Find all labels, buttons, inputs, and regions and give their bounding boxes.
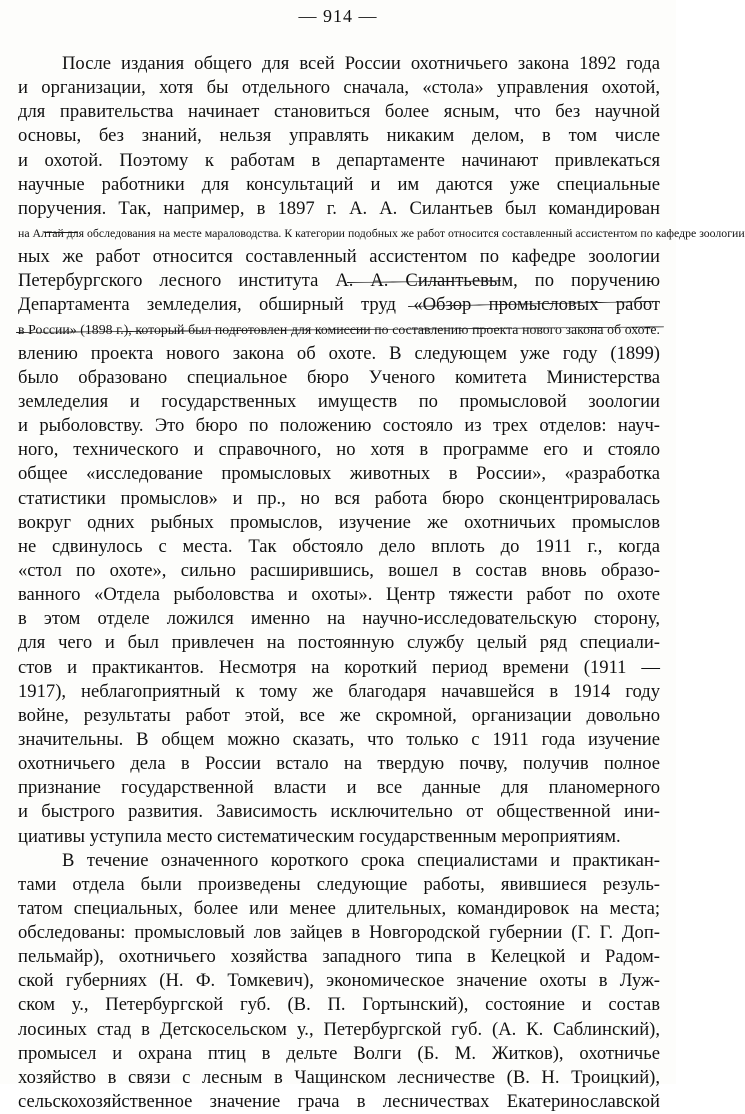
text-line: на Алтай для обследования на месте мараловодства. К категории подобных же работ относится составленный ассистентом по кафедре зоологии	[18, 225, 745, 240]
text-line: статистики промыслов» и пр., но вся работа бюро сконцентрировалась	[18, 487, 660, 509]
text-line: вокруг одних рыбных промыслов, изучение же охотничьих промыслов	[18, 511, 660, 533]
text-line: пельмайр), охотничьего хозяйства западного типа в Келецкой и Радом-	[18, 946, 660, 968]
text-line: охотничьего дела в России встало на твердую почву, получив полное	[18, 753, 660, 775]
text-line: в России» (1898 г.), который был подготовлен для комиссии по составлению проекта нового закона об охоте.	[18, 321, 660, 337]
text-line: не сдвинулось с места. Так обстояло дело вплоть до 1911 г., когда	[18, 535, 660, 557]
text-line: и организации, хотя бы отдельного сначала, «стола» управления охотой,	[18, 77, 660, 99]
text-line: ской губерниях (Н. Ф. Томкевич), экономическое значение охоты в Луж-	[18, 970, 660, 992]
text-line: циативы уступила место систематическим государственным мероприятиям.	[18, 825, 621, 847]
text-line: ванного «Отдела рыболовства и охоты». Центр тяжести работ по охоте	[18, 584, 660, 606]
text-line: научные работники для консультаций и им даются уже специальные	[18, 173, 660, 195]
text-line: В течение означенного короткого срока специалистами и практикан-	[62, 849, 660, 871]
text-line: Департамента земледелия, обширный труд «Обзор промысловых работ	[18, 294, 660, 316]
text-line: 1917), неблагоприятный к тому же благодаря начавшейся в 1914 году	[18, 680, 660, 702]
text-line: в этом отделе ложился именно на научно-исследовательскую сторону,	[18, 608, 660, 630]
text-line: и охотой. Поэтому к работам в департаменте начинают привлекаться	[18, 149, 660, 171]
text-line: войне, результаты работ этой, все же скромной, организации довольно	[18, 704, 660, 726]
text-line: тами отдела были произведены следующие работы, явившиеся резуль-	[18, 873, 660, 895]
text-line: стов и практикантов. Несмотря на короткий период времени (1911 —	[18, 656, 660, 678]
text-line: промысел и охрана птиц в дельте Волги (Б. М. Житков), охотничье	[18, 1042, 660, 1064]
text-line: После издания общего для всей России охотничьего закона 1892 года	[62, 53, 660, 74]
text-line: ного, технического и справочного, но хотя в программе его и стояло	[18, 439, 660, 461]
text-line: и рыболовству. Это бюро по положению состояло из трех отделов: науч-	[18, 415, 660, 437]
text-line: ных же работ относится составленный ассистентом по кафедре зоологии	[18, 246, 660, 268]
text-line: обследованы: промысловый лов зайцев в Новгородской губернии (Г. Г. Доп-	[18, 922, 660, 944]
text-line: ском у., Петербургской губ. (В. П. Гортынский), состояние и состав	[18, 994, 660, 1016]
text-line: значительны. В общем можно сказать, что только с 1911 года изучение	[18, 728, 660, 750]
text-line: было образовано специальное бюро Ученого комитета Министерства	[18, 366, 660, 388]
pencil-underline-altai	[44, 232, 78, 233]
text-line: Петербургского лесного института А. А. Силантьевым, по поручению	[18, 270, 660, 292]
text-line: для правительства начинает становиться более ясным, что без научной	[18, 101, 660, 123]
body-text	[18, 52, 745, 1114]
text-line: и быстрого развития. Зависимость исключительно от общественной ини-	[18, 801, 660, 823]
text-line: общее «исследование промысловых животных в России», «разработка	[18, 463, 660, 485]
text-line: влению проекта нового закона об охоте. В следующем уже году (1899)	[18, 342, 660, 364]
text-line: лосиных стад в Детскосельском у., Петербургской губ. (А. К. Саблинский),	[18, 1018, 660, 1040]
text-line: татом специальных, более или менее длительных, командировок на места;	[18, 897, 660, 919]
text-line: для чего и был привлечен на постоянную службу целый ряд специали-	[18, 632, 660, 654]
page-number: — 914 —	[298, 6, 378, 26]
text-line: основы, без знаний, нельзя управлять никаким делом, в том числе	[18, 125, 660, 147]
text-line: земледелия и государственных имуществ по промысловой зоологии	[18, 390, 660, 412]
text-line: признание государственной власти и все данные для планомерного	[18, 777, 660, 799]
text-line: сельскохозяйственное значение грача в лесничествах Екатеринославской	[18, 1091, 660, 1113]
text-line: поручения. Так, например, в 1897 г. А. А. Силантьев был командирован	[18, 197, 660, 219]
text-line: хозяйство в связи с лесным в Чащинском лесничестве (В. Н. Троицкий),	[18, 1066, 660, 1088]
text-line: «стол по охоте», сильно расширившись, вошел в состав вновь образо-	[18, 559, 660, 581]
